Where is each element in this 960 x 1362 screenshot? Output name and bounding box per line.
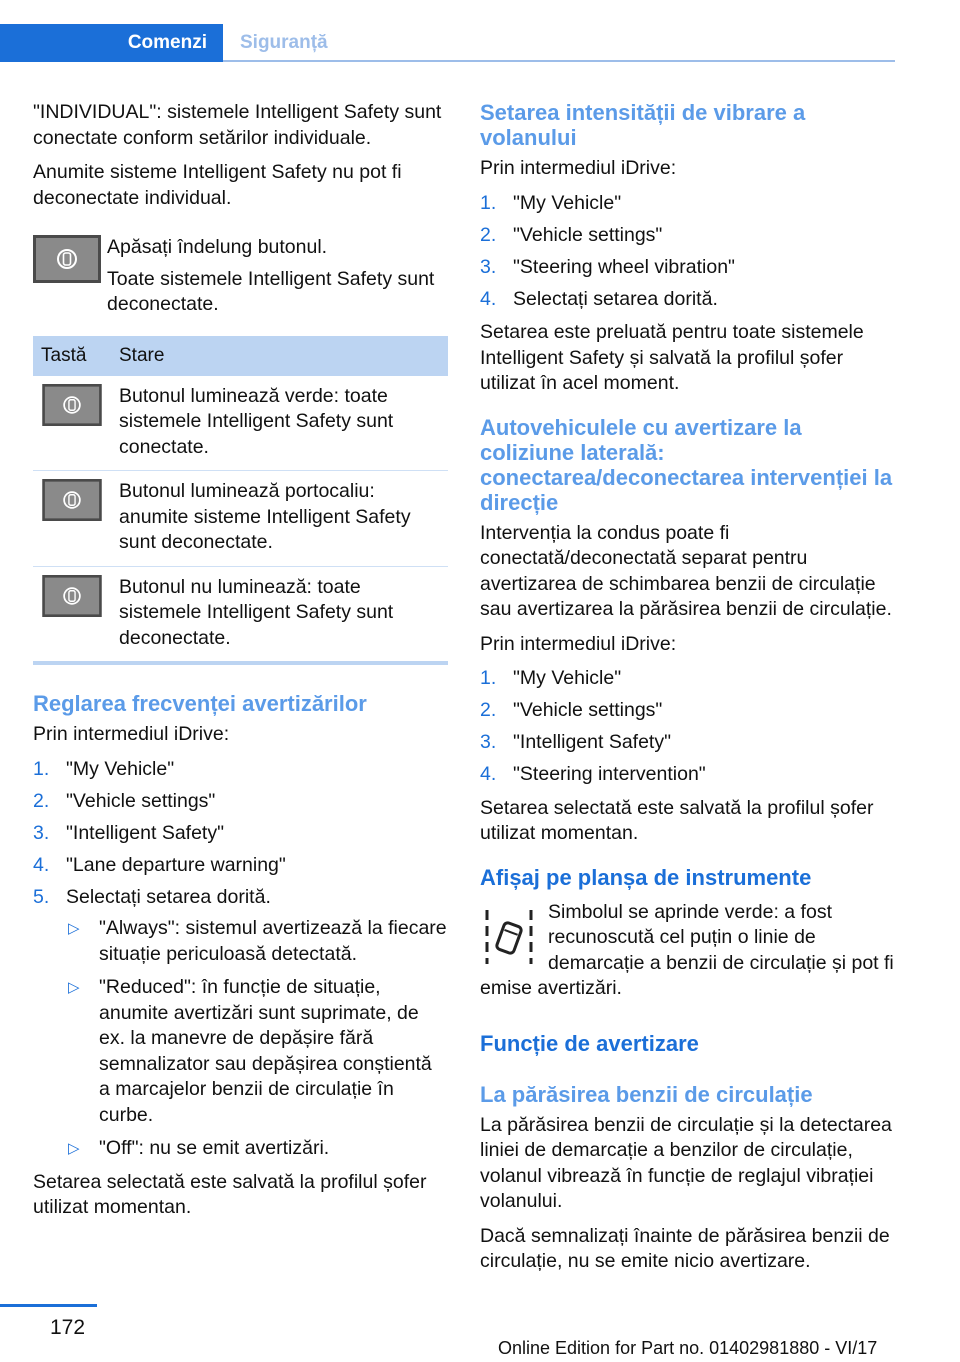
safety-button-icon [33, 235, 101, 283]
table-header-status: Stare [111, 336, 448, 376]
list-item: ▷ "Reduced": în funcție de situație, anumite avertizări sunt suprimate, de ex. la manevre de depășire fără semnalizator sau depășirea conștientă a marcajelor benzii de circulație în curbe. [68, 976, 432, 1126]
paragraph-note: Anumite sisteme Intelligent Safety nu pot fi deconectate individual. [33, 161, 402, 209]
display-symbol-row [480, 900, 897, 1011]
triangle-bullet-icon: ▷ [68, 979, 80, 996]
heading-steering-vibration: Setarea intensității de vibrare a volanului [480, 100, 806, 150]
paragraph-lateral: Intervenția la condus poate fi conectată/deconectată separat pentru avertizarea de schimbarea benzii de circulație sau avertizarea la părăsirea benzii de circulație. [480, 521, 892, 620]
paragraph-display: Simbolul se aprinde verde: a fost recunoscută cel puțin o linie de demarcație a benzii de circulație și pot fi emise avertizări. [480, 900, 894, 999]
table-row [33, 471, 448, 567]
triangle-bullet-icon: ▷ [68, 1140, 80, 1157]
list-item: 4. Selectați setarea dorită. [480, 287, 718, 310]
table-cell-status: Butonul luminează portocaliu: anumite sisteme Intelligent Safety sunt deconectate. [111, 471, 448, 567]
edition-note: Online Edition for Part no. 01402981880 - VI/17 [498, 1338, 878, 1358]
paragraph-leave-1: La părăsirea benzii de circulație și la detectarea liniei de demarcație a benzilor de circulație, volanul vibrează în funcție de reglajul vibrației volanului. [480, 1113, 892, 1212]
press-line: Apăsați îndelung butonul. [107, 236, 328, 258]
left-column [33, 100, 448, 1230]
heading-lateral-collision: Autovehiculele cu avertizare la coliziune laterală: conectarea/deconectarea intervenției la direcție [480, 414, 893, 515]
table-header-key: Tastă [33, 336, 111, 376]
list-item: 1. "My Vehicle" [33, 757, 175, 780]
heading-instrument-display: Afișaj pe planșa de instrumente [480, 864, 812, 890]
press-button-instruction [33, 235, 448, 318]
paragraph-leave-2: Dacă semnalizați înainte de părăsirea benzii de circulație, nu se emite nicio avertizare. [480, 1224, 890, 1272]
list-item: 1. "My Vehicle" [480, 191, 622, 214]
list-item: 1. "My Vehicle" [480, 667, 622, 689]
idrive-intro: Prin intermediul iDrive: [33, 723, 230, 745]
table-cell-status: Butonul luminează verde: toate sistemele Intelligent Safety sunt conectate. [111, 376, 448, 471]
idrive-intro: Prin intermediul iDrive: [480, 632, 677, 655]
table-row [33, 566, 448, 663]
idrive-intro: Prin intermediul iDrive: [480, 157, 677, 179]
right-column [480, 100, 897, 1284]
header-bar [0, 0, 960, 62]
table-cell-status: Butonul nu luminează: toate sistemele Intelligent Safety sunt deconectate. [111, 566, 448, 663]
tab-comenzi[interactable]: Comenzi [0, 24, 223, 62]
list-item: 2. "Vehicle settings" [480, 223, 663, 246]
list-item: ▷ "Off": nu se emit avertizări. [66, 1136, 448, 1162]
steps-list [480, 666, 897, 788]
heading-warning-frequency: Reglarea frecvenței avertizărilor [33, 691, 367, 716]
closing-paragraph: Setarea selectată este salvată la profilul șofer utilizat momentan. [33, 1170, 427, 1218]
table-row [33, 376, 448, 471]
list-item: 3. "Intelligent Safety" [480, 731, 672, 753]
safety-button-orange-icon [41, 479, 103, 521]
footer-rule [0, 1304, 97, 1307]
heading-lane-leaving: La părăsirea benzii de circulație [480, 1081, 813, 1107]
list-item: ▷ "Always": sistemul avertizează la fiecare situație periculoasă detectată. [68, 917, 447, 965]
press-result: Toate sistemele Intelligent Safety sunt deconectate. [107, 267, 435, 315]
list-item: 4. "Lane departure warning" [33, 853, 286, 876]
list-item: 3. "Steering wheel vibration" [480, 255, 735, 278]
safety-button-off-icon [41, 575, 103, 617]
steps-list [33, 757, 448, 1162]
paragraph-saved: Setarea selectată este salvată la profilul șofer utilizat momentan. [480, 796, 874, 844]
list-item: 5. Selectați setarea dorită. ▷ "Always": sistemul avertizează la fiecare situație periculoasă detectată. ▷ "Reduced": în funcție de situație, anumite avertizări sunt suprimate, de ex. la manevre de depășire fără semnalizator sau depășirea conștientă a marcajelor benzii de circulație în curbe. ▷ "Off": nu se emit avertizări. [33, 885, 448, 1162]
paragraph-applied: Setarea este preluată pentru toate sistemele Intelligent Safety și salvată la profilul șofer utilizat în acel moment. [480, 321, 864, 394]
paragraph-individual: "INDIVIDUAL": sistemele Intelligent Safety sunt conectate conform setărilor individuale. [33, 101, 442, 149]
button-status-table [33, 336, 448, 666]
list-item: 3. "Intelligent Safety" [33, 821, 225, 844]
list-item: 2. "Vehicle settings" [480, 699, 663, 721]
steps-list [480, 191, 897, 313]
page-number: 172 [50, 1316, 86, 1339]
safety-button-green-icon [41, 384, 103, 426]
heading-warning-function: Funcție de avertizare [480, 1030, 699, 1056]
tab-siguranta[interactable]: Siguranță [240, 32, 328, 53]
header-rule [223, 60, 895, 62]
list-item: 2. "Vehicle settings" [33, 789, 216, 812]
triangle-bullet-icon: ▷ [68, 920, 80, 937]
list-item: 4. "Steering intervention" [480, 763, 706, 785]
lane-departure-icon [480, 906, 538, 966]
option-list [66, 916, 448, 1162]
